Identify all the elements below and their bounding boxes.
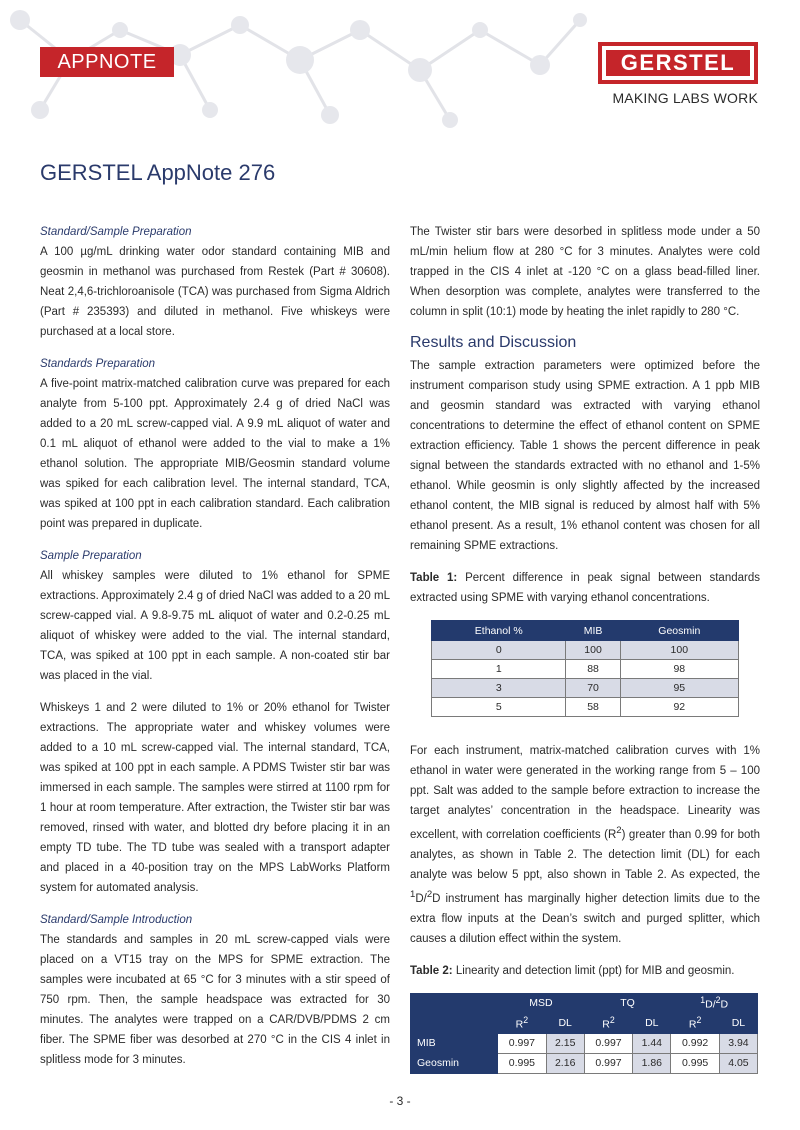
table-cell: 92 (620, 698, 738, 717)
table-cell: 1 (432, 660, 566, 679)
table-cell: 3.94 (719, 1033, 757, 1053)
section-heading: Standard/Sample Introduction (40, 914, 193, 926)
section-heading: Sample Preparation (40, 550, 142, 562)
caption-label: Table 1: (410, 572, 458, 584)
text-run: For each instrument, matrix-matched calibration curves with 1% ethanol in water were generated in the working range from 5 – 100 ppt. Salt was added to the sample before extraction to increase the target analytes’ concentration in the headspace. Linearity was excellent, with correlation coefficients (R (410, 745, 760, 841)
table-cell: 3 (432, 679, 566, 698)
table-row (432, 679, 739, 698)
table-cell: 5 (432, 698, 566, 717)
table-cell: 2.15 (546, 1033, 584, 1053)
table-cell: 0.997 (498, 1033, 547, 1053)
table-cell: 4.05 (719, 1053, 757, 1073)
logo-text: GERSTEL (620, 50, 736, 75)
superscript: 2 (696, 1015, 702, 1026)
table-header: MSD (498, 993, 585, 1013)
table-cell: 0.997 (584, 1033, 633, 1053)
section-heading: Standards Preparation (40, 358, 156, 370)
section-paragraph: All whiskey samples were diluted to 1% ethanol for SPME extractions. Approximately 2.4 g of dried NaCl was added to a 20 mL screw-capped vial. A 9.8-9.75 mL aliquot of water and 0.2-0.25 mL aliquot of whiskey were added to the vial. The internal standard, TCA, was spiked at 100 ppt in each sample. A non-coated stir bar was placed in the vial. (40, 570, 390, 682)
table-header: TQ (584, 993, 671, 1013)
text-run: R (515, 1018, 524, 1031)
section-paragraph: A five-point matrix-matched calibration curve was prepared for each analyte from 5-100 ppt. Approximately 2.4 g of dried NaCl was added to a 20 mL screw-capped vial. A 9.9 mL aliquot of water and 0.1 mL aliquot of ethanol were added to the vial to make a 1% ethanol solution. The appropriate MIB/Geosmin standard volume was spiked for each calibration level. The internal standard, TCA, was spiked at 100 ppt in each calibration standard. Each calibration point was prepared in duplicate. (40, 378, 390, 530)
table1-caption (410, 568, 760, 608)
table-header (584, 1013, 633, 1033)
table-row (432, 698, 739, 717)
section-paragraph: Whiskeys 1 and 2 were diluted to 1% or 20% ethanol for Twister extractions. The appropriate water and whiskey volumes were added to a 10 mL screw-capped vial. The internal standard, TCA, was spiked at 100 ppt in each sample. A PDMS Twister stir bar was immersed in each sample. The samples were stirred at 1100 rpm for 1 hour at room temperature. After extraction, the Twister stir bar was removed, rinsed with water, and blotted dry before placing it in an empty TD tube. The TD tube was sealed with a transport adapter and placed in a 40-position tray on the MPS LabWorks Platform system for automated analysis. (40, 702, 390, 894)
table-header-empty (411, 993, 498, 1013)
section-paragraph: The standards and samples in 20 mL screw-capped vials were placed on a VT15 tray on the MPS for SPME extraction. The samples were incubated at 65 °C for 3 minutes with a stir speed of 750 rpm. Then, the sample headspace was extracted for 30 minutes. The analytes were trapped on a CAR/DVB/PDMS 2 cm fiber. The SPME fiber was desorbed at 270 °C in the CIS 4 inlet in splitless mode for 3 minutes. (40, 934, 390, 1066)
superscript: 1 (410, 888, 416, 900)
table-header: DL (633, 1013, 671, 1033)
text-run: R (602, 1018, 610, 1031)
table-cell: 58 (566, 698, 620, 717)
table-header: Geosmin (620, 621, 738, 641)
text-run: R (688, 1018, 697, 1031)
table-cell: 100 (566, 641, 620, 660)
table-cell: 70 (566, 679, 620, 698)
table-cell: 0.995 (671, 1053, 720, 1073)
table-row (432, 641, 739, 660)
left-column (40, 222, 390, 1070)
superscript: 2 (426, 888, 433, 900)
table-header: DL (546, 1013, 584, 1033)
text-run: D/ (705, 998, 716, 1011)
superscript: 2 (715, 995, 721, 1006)
section-paragraph: The Twister stir bars were desorbed in splitless mode under a 50 mL/min helium flow at 280 °C for 3 minutes. Analytes were cold trapped in the CIS 4 inlet at -120 °C on a glass bead-filled liner. When desorption was complete, analytes were transferred to the column in split (10:1) mode by heating the inlet rapidly to 280 °C. (410, 226, 760, 318)
table-header: DL (719, 1013, 757, 1033)
row-header: Geosmin (411, 1053, 498, 1073)
section-paragraph (410, 741, 760, 949)
table-cell: 88 (566, 660, 620, 679)
table-ethanol-effect (431, 620, 739, 717)
superscript: 2 (616, 825, 622, 836)
table2-caption (410, 961, 760, 981)
caption-text: Linearity and detection limit (ppt) for MIB and geosmin. (455, 964, 735, 977)
text-run: ) greater than 0.99 for both analytes, as shown in Table 2. The detection limit (DL) for each analyte was below 5 ppt, also shown in Table 2. As expected, the (410, 828, 760, 881)
table-cell: 1.44 (633, 1033, 671, 1053)
caption-label: Table 2: (410, 964, 453, 977)
table-row (432, 660, 739, 679)
text-run: D (720, 998, 729, 1011)
table-row (411, 1053, 758, 1073)
table-cell: 98 (620, 660, 738, 679)
table-row (411, 1033, 758, 1053)
table-cell: 95 (620, 679, 738, 698)
appnote-banner: APPNOTE (40, 47, 174, 77)
section-heading: Results and Discussion (410, 334, 577, 351)
page-number: - 3 - (389, 1094, 411, 1108)
section-paragraph: A 100 µg/mL drinking water odor standard containing MIB and geosmin in methanol was purchased from Restek (Part # 30608). Neat 2,4,6-trichloroanisole (TCA) was purchased from Sigma Aldrich (Part # 235393) and diluted in methanol. Five whiskeys were purchased at a local store. (40, 246, 390, 338)
superscript: 2 (609, 1015, 615, 1026)
table-cell: 0.995 (498, 1053, 547, 1073)
table-linearity (410, 993, 758, 1074)
table-cell: 2.16 (546, 1053, 584, 1073)
table-cell: 1.86 (633, 1053, 671, 1073)
table-header-empty (411, 1013, 498, 1033)
caption-text: Percent difference in peak signal between standards extracted using SPME with varying ethanol concentrations. (410, 572, 760, 604)
text-run: D instrument has marginally higher detection limits due to the extra flow inputs at the Dean’s switch and purged splitter, which causes a dilution effect within the system. (410, 892, 760, 945)
table-header (498, 1013, 547, 1033)
table-cell: 0 (432, 641, 566, 660)
table-header: Ethanol % (432, 621, 566, 641)
table-header (671, 993, 758, 1013)
table-header (671, 1013, 720, 1033)
gerstel-logo (598, 42, 758, 84)
page-title: GERSTEL AppNote 276 (40, 160, 276, 185)
tagline: MAKING LABS WORK (612, 90, 758, 106)
table-cell: 100 (620, 641, 738, 660)
section-heading: Standard/Sample Preparation (40, 226, 192, 238)
table-header: MIB (566, 621, 620, 641)
right-column (410, 222, 760, 1074)
superscript: 1 (700, 995, 706, 1006)
table-cell: 0.997 (584, 1053, 633, 1073)
section-paragraph: The sample extraction parameters were optimized before the instrument comparison study using SPME extraction. A 1 ppb MIB and geosmin standard was extracted with varying ethanol concentrations to determine the effect of ethanol content on SPME extraction efficiency. Table 1 shows the percent difference in peak signal between the standards extracted with no ethanol and 1-5% ethanol. While geosmin is only slightly affected by the increased ethanol content, the MIB signal is reduced by almost half with 5% ethanol present. As a result, 1% ethanol content was chosen for all remaining SPME extractions. (410, 360, 760, 552)
row-header: MIB (411, 1033, 498, 1053)
superscript: 2 (523, 1015, 529, 1026)
table-cell: 0.992 (671, 1033, 720, 1053)
text-run: D/ (415, 892, 427, 905)
